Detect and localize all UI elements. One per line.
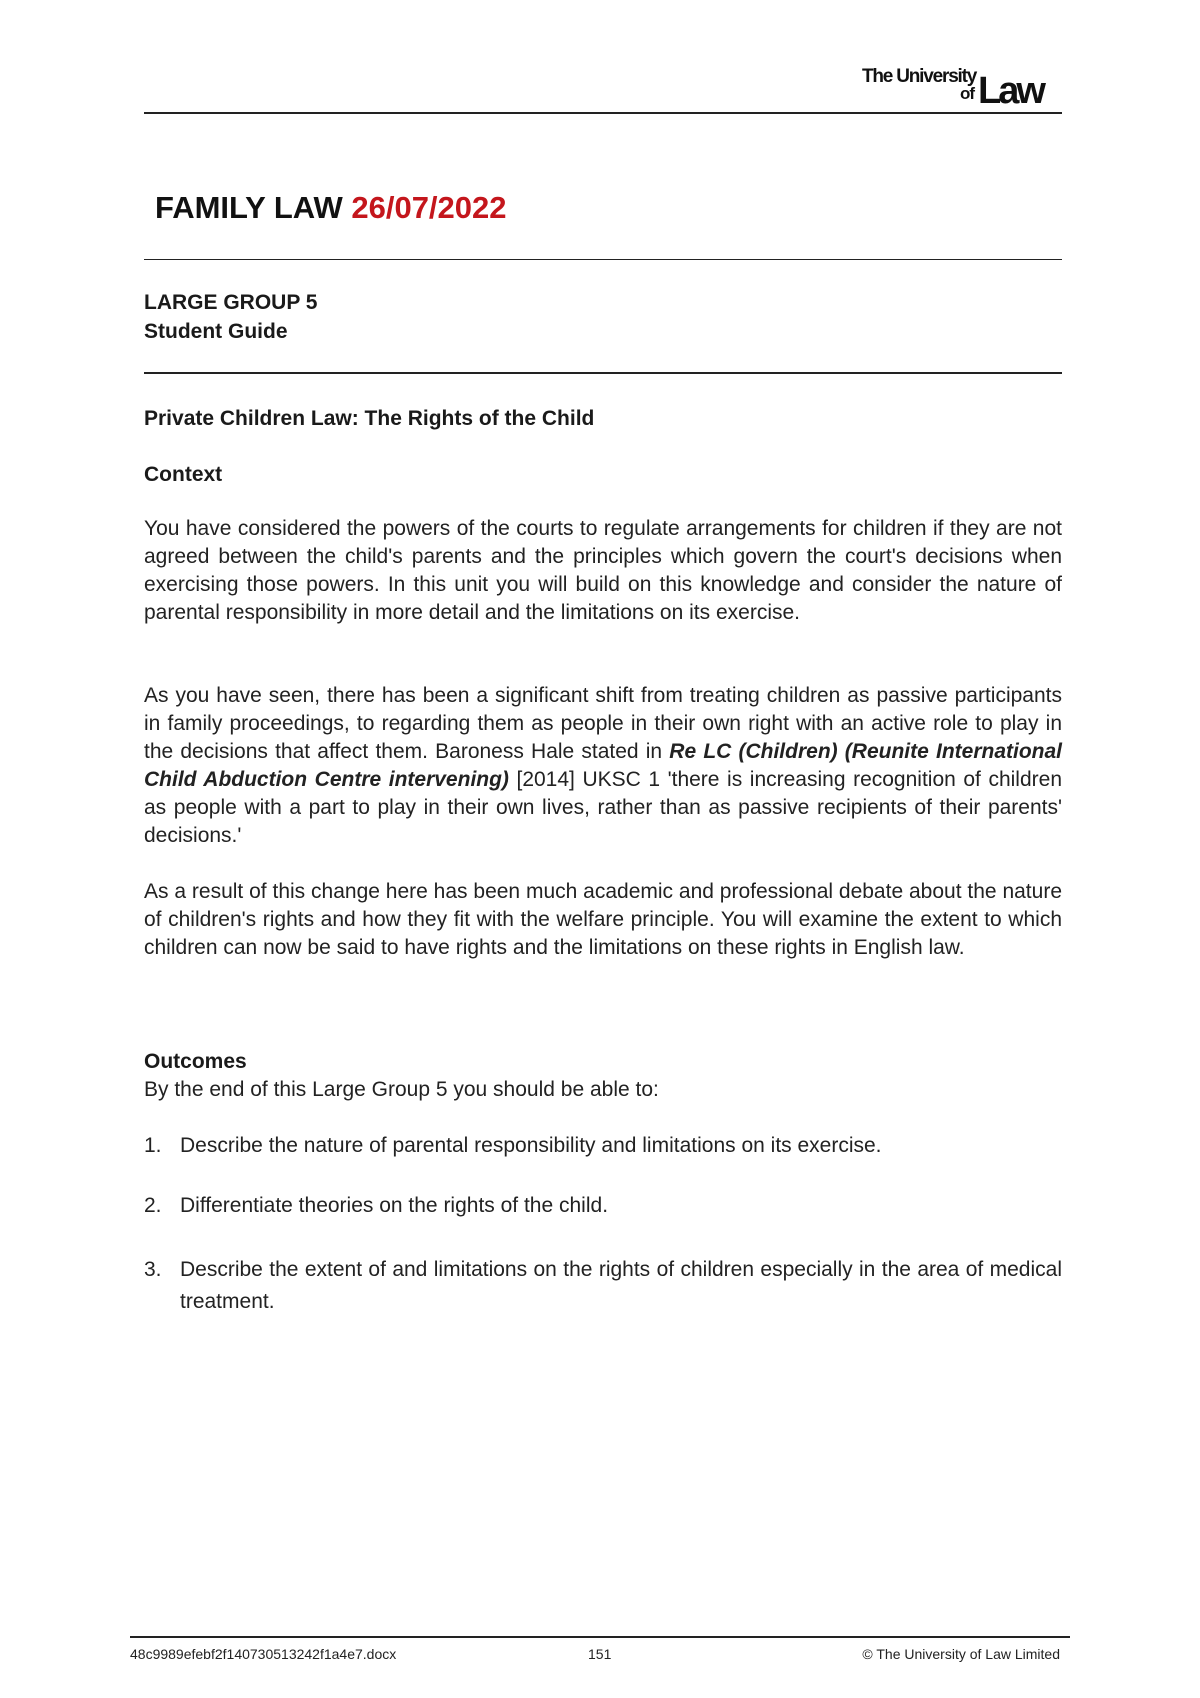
university-of-law-logo bbox=[856, 66, 1066, 112]
outcome-number: 3. bbox=[144, 1258, 162, 1281]
outcome-item-2 bbox=[144, 1190, 1062, 1222]
footer-rule bbox=[130, 1636, 1070, 1638]
outcome-text: Describe the nature of parental responsibility and limitations on its exercise. bbox=[180, 1134, 882, 1157]
outcome-item-3 bbox=[144, 1254, 1062, 1318]
outcome-text: Differentiate theories on the rights of the child. bbox=[180, 1194, 609, 1217]
para2-text-before: As you have seen, there has been a significant shift from treating children as passive participants in family proceedings, to regarding them as people in their own right with an active role to play in the decisions that affect them. Baroness Hale stated in bbox=[144, 684, 1062, 763]
header-rule bbox=[144, 112, 1062, 114]
context-heading: Context bbox=[144, 463, 223, 486]
subtitle-large-group: LARGE GROUP 5 bbox=[144, 291, 318, 314]
topic-block bbox=[144, 404, 1062, 433]
page-title bbox=[155, 190, 507, 226]
logo-law: Law bbox=[978, 70, 1043, 112]
outcomes-section bbox=[144, 1047, 1062, 1104]
subtitle-student-guide: Student Guide bbox=[144, 320, 288, 343]
context-para-2-block bbox=[144, 682, 1062, 850]
logo-of: of bbox=[960, 84, 975, 103]
subtitle-block bbox=[144, 288, 1062, 346]
outcomes-intro: By the end of this Large Group 5 you should be able to: bbox=[144, 1078, 659, 1101]
context-section bbox=[144, 460, 1062, 489]
outcome-number: 2. bbox=[144, 1194, 162, 1217]
case-citation: Re LC (Children) (Reunite International Child Abduction Centre intervening) bbox=[144, 740, 1062, 791]
title-date: 26/07/2022 bbox=[351, 190, 507, 225]
title-main: FAMILY LAW bbox=[155, 190, 352, 225]
footer-page-number: 151 bbox=[588, 1646, 612, 1662]
topic-heading: Private Children Law: The Rights of the Child bbox=[144, 407, 595, 430]
context-paragraph-3: As a result of this change here has been much academic and professional debate about the nature of children's rights and how they fit with the welfare principle. You will examine the extent to which children can now be said to have rights and the limitations on these rights in English law. bbox=[144, 880, 1062, 959]
outcome-item-1 bbox=[144, 1130, 1062, 1162]
context-paragraph-2 bbox=[144, 682, 1062, 850]
footer-filename: 48c9989efebf2f140730513242f1a4e7.docx bbox=[130, 1646, 397, 1662]
subtitle-rule bbox=[144, 372, 1062, 374]
outcomes-heading: Outcomes bbox=[144, 1050, 247, 1073]
para2-text-after: [2014] UKSC 1 'there is increasing recognition of children as people with a part to play in their own lives, rather than as passive recipients of their parents' decisions.' bbox=[144, 768, 1062, 847]
context-paragraph-1: You have considered the powers of the courts to regulate arrangements for children if they are not agreed between the child's parents and the principles which govern the court's decisions when exercising those powers. In this unit you will build on this knowledge and consider the nature of parental responsibility in more detail and the limitations on its exercise. bbox=[144, 517, 1062, 624]
footer-copyright: © The University of Law Limited bbox=[862, 1646, 1060, 1662]
outcome-text bbox=[180, 1254, 1062, 1318]
context-para-3-block bbox=[144, 878, 1062, 962]
logo-line-the-university: The University bbox=[862, 66, 977, 87]
context-para-1-block bbox=[144, 515, 1062, 627]
title-rule bbox=[144, 259, 1062, 260]
outcome-number: 1. bbox=[144, 1134, 162, 1157]
outcome-text-content: Describe the extent of and limitations on the rights of children especially in the area of medical treatment. bbox=[180, 1258, 1062, 1313]
